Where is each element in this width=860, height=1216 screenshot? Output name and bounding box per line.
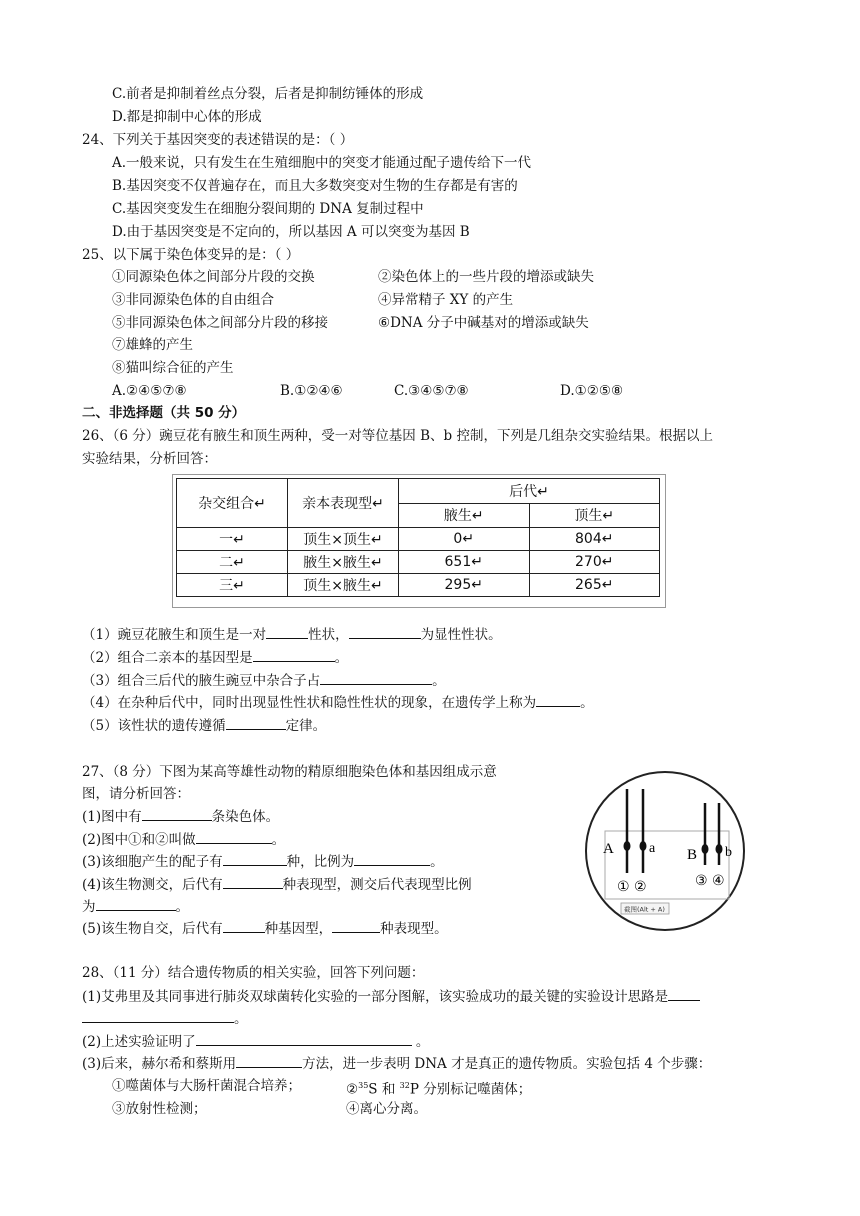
table-row [177,574,660,597]
gene-label-a: a [649,841,656,856]
text: (3)该细胞产生的配子有 [82,854,223,870]
text: 。 [334,650,349,666]
q25-choice-b: B.①②④⑥ [280,383,343,399]
q27-s2 [82,829,285,850]
cell-parent: 腋生×腋生↵ [288,551,399,574]
q26-stem: 26、（6 分）豌豆花有腋生和顶生两种，受一对等位基因 B、b 控制，下列是几组杂交实验结果。根据以上 [82,428,713,444]
text: 种，比例为 [286,854,355,870]
cell-cross: 一↵ [177,528,288,551]
text: (4)该生物测交，后代有 [82,877,223,893]
q23-option-d: D.都是抑制中心体的形成 [112,109,262,125]
text: S 和 [368,1081,400,1098]
q24-stem: 24、下列关于基因突变的表述错误的是：（ ） [82,132,354,148]
cell-cross: 三↵ [177,574,288,597]
text: 。 [580,695,594,711]
text: ② [346,1081,359,1098]
text: 方法，进一步表明 DNA 才是真正的遗传物质。实验包括 4 个步骤： [302,1056,712,1072]
header-axil: 腋生↵ [399,503,530,528]
table-row [177,551,660,574]
text: 性状， [308,627,349,643]
text: 。 [411,1034,430,1050]
centromere [716,844,723,854]
cell-parent: 顶生×顶生↵ [288,528,399,551]
cell-top: 804↵ [529,528,660,551]
q25-item: ③非同源染色体的自由组合 [112,292,274,308]
isotope-32: 32 [399,1081,410,1090]
answer-blank[interactable] [82,1008,234,1023]
text: 。 [234,1011,248,1027]
answer-blank[interactable] [223,874,283,889]
cell-top: 265↵ [529,574,660,597]
gene-label-b: b [725,845,732,860]
q28-step1: ①噬菌体与大肠杆菌混合培养； [112,1078,301,1094]
text: （3）组合三后代的腋生豌豆中杂合子占 [82,673,321,689]
text: 。 [430,854,444,870]
header-parent: 亲本表现型↵ [288,479,399,528]
answer-blank[interactable] [354,851,430,866]
q25-item: ⑥DNA 分子中碱基对的增添或缺失 [378,315,589,331]
chromosome-numbers-34: ③ ④ [695,873,725,889]
q24-option-a: A.一般来说，只有发生在生殖细胞中的突变才能通过配子遗传给下一代 [112,155,532,171]
gene-label-B: B [687,847,698,863]
text: （2）组合二亲本的基因型是 [82,650,253,666]
cell-axil: 651↵ [399,551,530,574]
text: (1)图中有 [82,809,142,825]
answer-blank[interactable] [253,647,335,662]
text: 条染色体。 [211,809,280,825]
q24-option-d: D.由于基因突变是不定向的，所以基因 A 可以突变为基因 B [112,224,470,240]
q25-item: ①同源染色体之间部分片段的交换 [112,269,315,285]
gene-label-A: A [603,841,614,857]
q27-s4 [82,874,472,895]
text: （4）在杂种后代中，同时出现显性性状和隐性性状的现象，在遗传学上称为 [82,695,537,711]
header-top: 顶生↵ [529,503,660,528]
text: 为 [82,899,96,915]
q28-s3 [82,1053,711,1074]
q26-sub3 [82,670,446,691]
chromosome-numbers-12: ① ② [617,879,647,895]
q26-sub5 [82,715,326,736]
q26-stem-cont: 实验结果，分析回答： [82,451,217,467]
q26-sub4 [82,692,594,713]
text: 。 [432,673,446,689]
answer-blank[interactable] [196,829,272,844]
cell-parent: 顶生×腋生↵ [288,574,399,597]
q27-s4-cont [82,896,189,917]
answer-blank[interactable] [266,624,308,639]
q25-item: ⑦雄蜂的产生 [112,337,193,353]
answer-blank[interactable] [349,624,421,639]
q24-option-b: B.基因突变不仅普遍存在，而且大多数突变对生物的生存都是有害的 [112,178,518,194]
table-row [177,528,660,551]
q25-choice-c: C.③④⑤⑦⑧ [394,383,469,399]
text: 种基因型， [264,921,333,937]
header-offspring: 后代↵ [399,479,660,504]
q27-stem-cont: 图，请分析回答： [82,786,190,802]
answer-blank[interactable] [196,1031,412,1046]
answer-blank[interactable] [223,918,265,933]
chromosome-diagram [587,773,743,929]
centromere [624,841,631,851]
q27-stem: 27、（8 分）下图为某高等雄性动物的精原细胞染色体和基因组成示意 [82,764,497,780]
text: (1)艾弗里及其同事进行肺炎双球菌转化实验的一部分图解，该实验成功的最关键的实验设计思路是 [82,989,669,1005]
q25-item: ④异常精子 XY 的产生 [378,292,514,308]
cell-axil: 0↵ [399,528,530,551]
answer-blank[interactable] [236,1053,302,1068]
chromosome-figure [585,771,745,931]
cell-axil: 295↵ [399,574,530,597]
q28-step3: ③放射性检测； [112,1101,207,1117]
cell-top: 270↵ [529,551,660,574]
q27-s5 [82,918,448,939]
answer-blank[interactable] [96,896,176,911]
text: 种表现型。 [380,921,448,937]
text: 。 [271,832,286,848]
q28-s2 [82,1031,429,1052]
q25-choice-d: D.①②⑤⑧ [560,383,624,399]
q26-sub2 [82,647,348,668]
text: 。 [175,899,189,915]
q28-s1-cont [82,1008,248,1029]
answer-blank[interactable] [226,715,286,730]
q25-item: ②染色体上的一些片段的增添或缺失 [378,269,594,285]
answer-blank[interactable] [668,986,700,1001]
text: （5）该性状的遗传遵循 [82,718,226,734]
q25-stem: 25、以下属于染色体变异的是：（ ） [82,247,300,263]
cell-cross: 二↵ [177,551,288,574]
answer-blank[interactable] [332,918,380,933]
q25-item: ⑤非同源染色体之间部分片段的移接 [112,315,328,331]
text: P 分别标记噬菌体； [409,1081,532,1098]
text: 为显性性状。 [420,627,502,643]
q28-stem: 28、（11 分）结合遗传物质的相关实验，回答下列问题： [82,965,425,981]
answer-blank[interactable] [142,806,212,821]
centromere [702,844,709,854]
text: 种表现型，测交后代表现型比例 [282,877,472,893]
q24-option-c: C.基因突变发生在细胞分裂间期的 DNA 复制过程中 [112,201,424,217]
q27-s3 [82,851,444,872]
centromere [640,841,647,851]
q28-s1 [82,986,700,1007]
q25-item: ⑧猫叫综合征的产生 [112,360,234,376]
isotope-35: 35 [358,1081,369,1090]
q25-choice-a: A.②④⑤⑦⑧ [112,383,187,399]
results-table [176,478,660,597]
text: （1）豌豆花腋生和顶生是一对 [82,627,267,643]
q26-sub1 [82,624,502,645]
section-title: 二、非选择题（共 50 分） [82,405,246,421]
text: 定律。 [285,718,327,734]
text: (3)后来，赫尔希和蔡斯用 [82,1056,237,1072]
text: (2)上述实验证明了 [82,1034,196,1050]
q23-option-c: C.前者是抑制着丝点分裂，后者是抑制纺锤体的形成 [112,86,424,102]
header-cross: 杂交组合↵ [177,479,288,528]
q28-step4: ④离心分离。 [346,1101,427,1117]
text: (5)该生物自交，后代有 [82,921,223,937]
answer-blank[interactable] [536,692,580,707]
text: (2)图中①和②叫做 [82,832,196,848]
answer-blank[interactable] [223,851,287,866]
q27-s1 [82,806,279,827]
answer-blank[interactable] [320,670,432,685]
caption-text: 截图(Alt + A) [624,905,665,914]
q28-step2 [346,1076,531,1100]
